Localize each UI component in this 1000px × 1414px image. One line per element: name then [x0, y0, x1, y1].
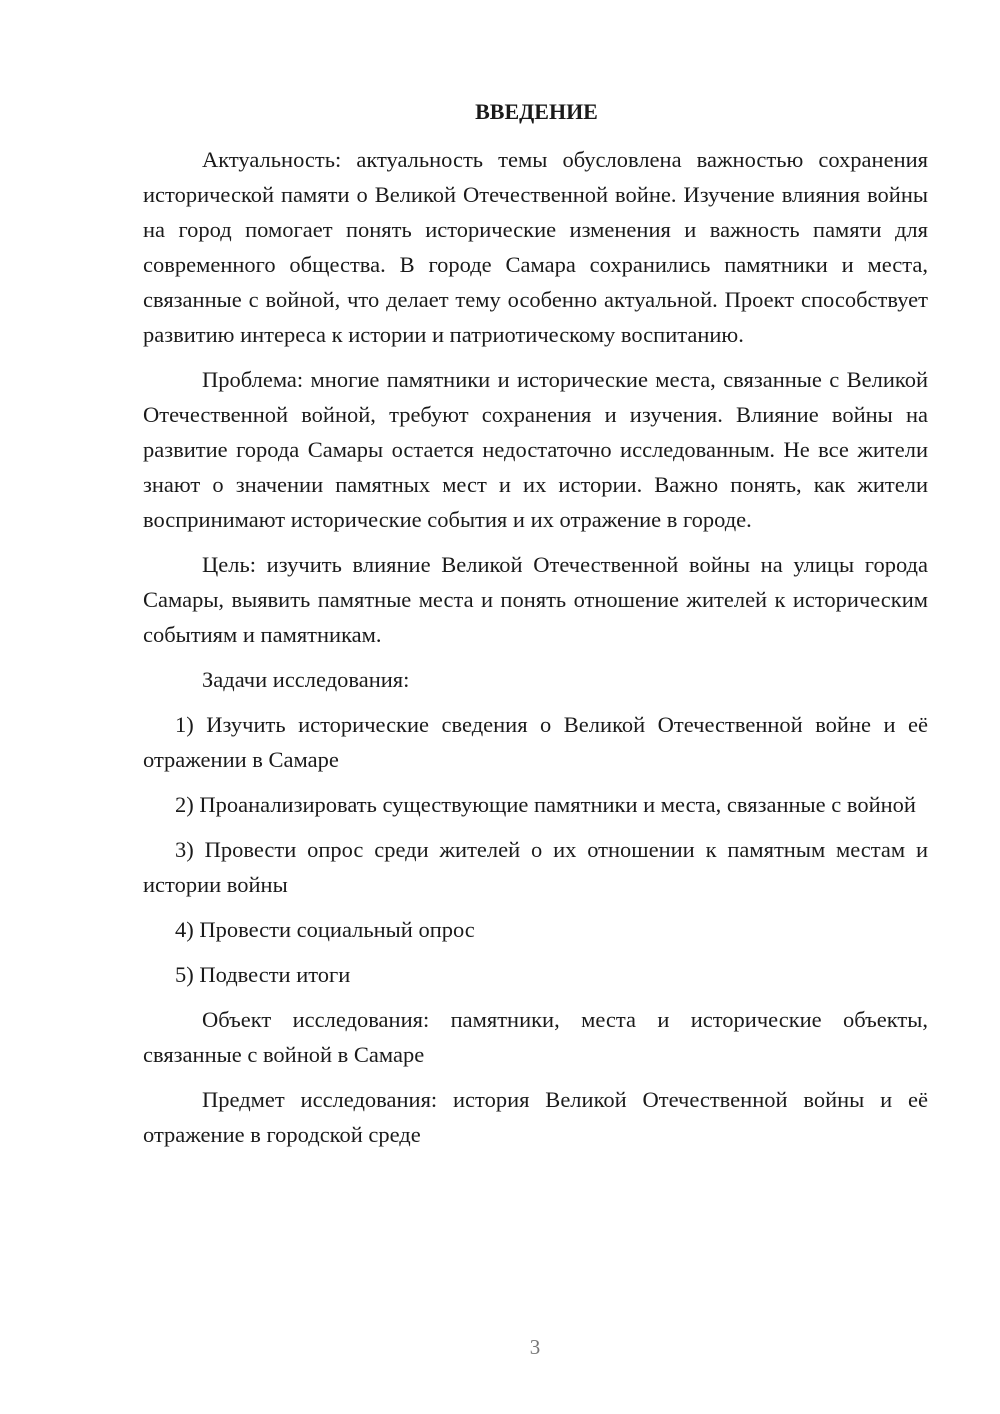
- object-paragraph: Объект исследования: памятники, места и исторические объекты, связанные с войной в Самаре: [143, 1007, 928, 1067]
- list-item: 1) Изучить исторические сведения о Великой Отечественной войне и её отражении в Самаре: [143, 712, 928, 772]
- list-item: 5) Подвести итоги: [175, 962, 351, 987]
- tasks-list: [143, 707, 928, 992]
- page-title: ВВЕДЕНИЕ: [475, 99, 598, 124]
- list-item: 3) Провести опрос среди жителей о их отношении к памятным местам и истории войны: [143, 837, 928, 897]
- subject-paragraph: Предмет исследования: история Великой Отечественной войны и её отражение в городской среде: [143, 1087, 928, 1147]
- tasks-heading: Задачи исследования:: [202, 667, 410, 692]
- document-body: [143, 94, 928, 1162]
- list-item: 4) Провести социальный опрос: [175, 917, 475, 942]
- problem-paragraph: Проблема: многие памятники и исторические места, связанные с Великой Отечественной войной, требуют сохранения и изучения. Влияние войны на развитие города Самары остается недостаточно исследованным. Не все жители знают о значении памятных мест и их истории. Важно понять, как жители воспринимают исторические события и их отражение в городе.: [143, 367, 928, 532]
- goal-paragraph: Цель: изучить влияние Великой Отечественной войны на улицы города Самары, выявить памятные места и понять отношение жителей к историческим событиям и памятникам.: [143, 552, 928, 647]
- relevance-paragraph: Актуальность: актуальность темы обусловлена важностью сохранения исторической памяти о Великой Отечественной войне. Изучение влияния войны на город помогает понять исторические изменения и важность памяти для современного общества. В городе Самара сохранились памятники и места, связанные с войной, что делает тему особенно актуальной. Проект способствует развитию интереса к истории и патриотическому воспитанию.: [143, 147, 928, 347]
- list-item: 2) Проанализировать существующие памятники и места, связанные с войной: [175, 792, 916, 817]
- page-number: 3: [529, 1335, 541, 1359]
